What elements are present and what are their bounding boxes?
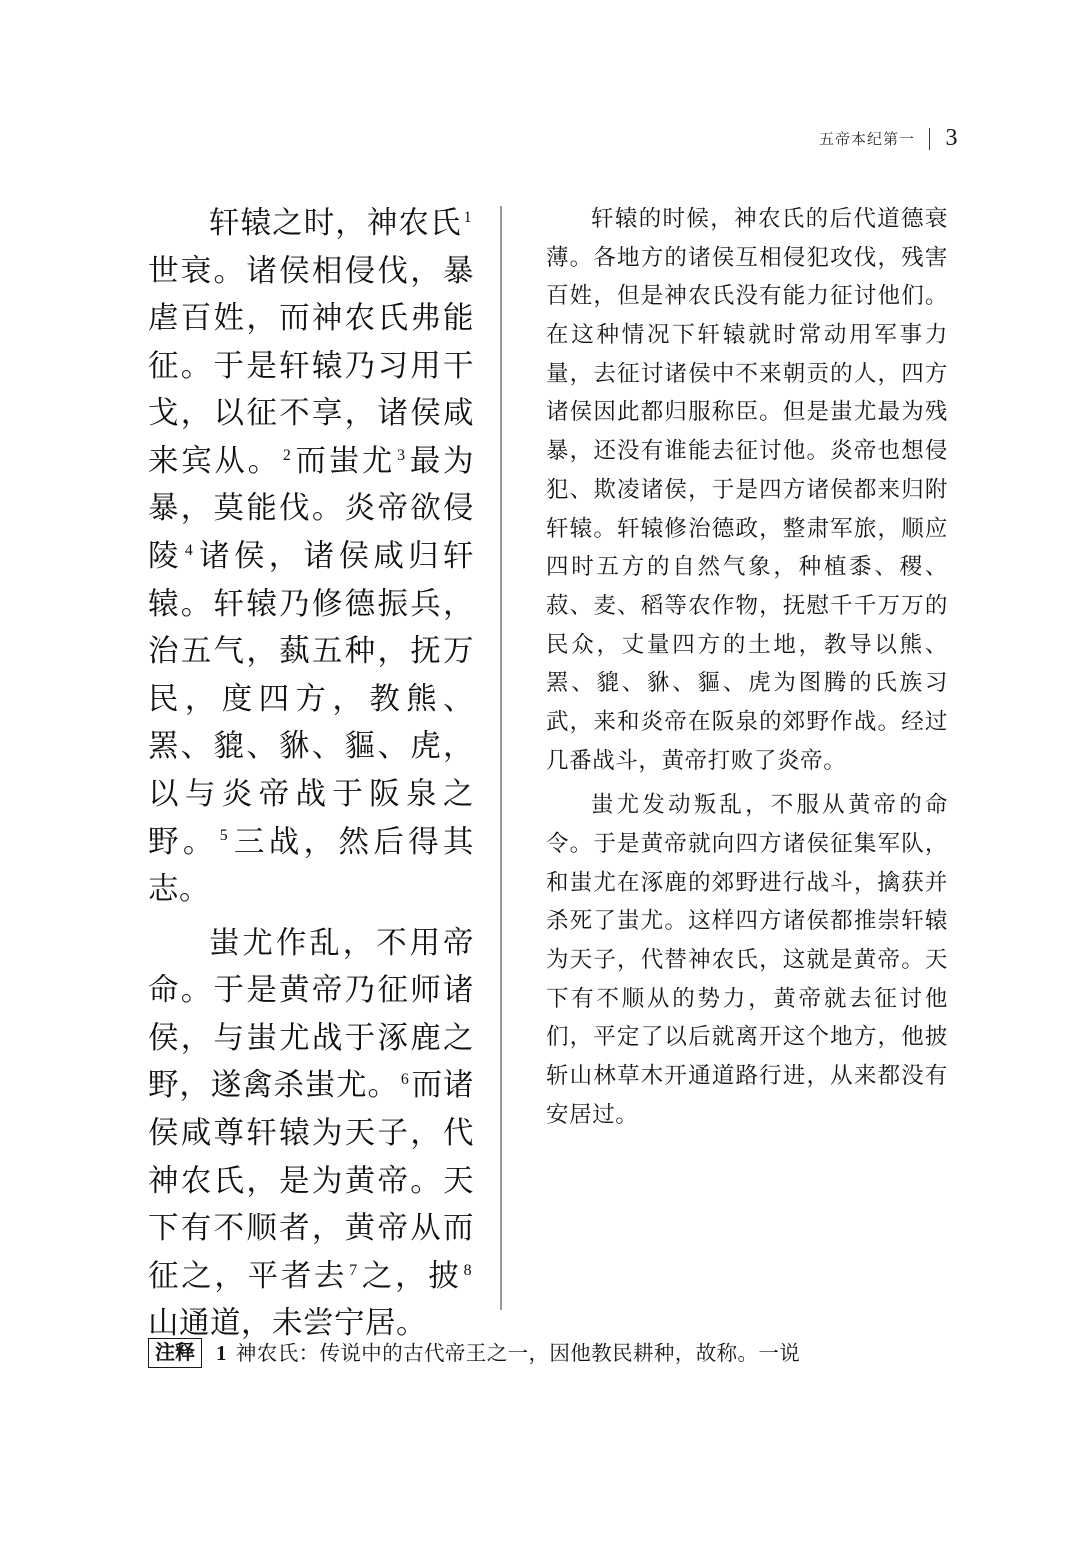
note-reference: 8: [463, 1261, 473, 1279]
header-divider: [929, 128, 930, 150]
footnotes-block: [148, 1338, 948, 1370]
translation-paragraph: 轩辕的时候，神农氏的后代道德衰薄。各地方的诸侯互相侵犯攻伐，残害百姓，但是神农氏没有能力征讨他们。在这种情况下轩辕就时常动用军事力量，去征讨诸侯中不来朝贡的人，四方诸侯因此都归服称臣。但是蚩尤最为残暴，还没有谁能去征讨他。炎帝也想侵犯、欺凌诸侯，于是四方诸侯都来归附轩辕。轩辕修治德政，整肃军旅，顺应四时五方的自然气象，种植黍、稷、菽、麦、稻等农作物，抚慰千千万万的民众，丈量四方的土地，教导以熊、罴、貔、貅、貙、虎为图腾的氏族习武，来和炎帝在阪泉的郊野作战。经过几番战斗，黄帝打败了炎帝。: [546, 206, 948, 774]
note-reference: 2: [282, 446, 292, 464]
note-reference: 3: [397, 446, 406, 464]
note-reference: 7: [349, 1261, 358, 1279]
note-number: 1: [216, 1341, 227, 1365]
note-reference: 5: [219, 827, 229, 845]
chapter-title: 五帝本纪第一: [818, 130, 915, 148]
source-text-column: [148, 200, 500, 1354]
page-body: [148, 200, 948, 1342]
notes-label: 注释: [148, 1338, 202, 1368]
source-paragraph: 轩辕之时，神农氏 $^1$世衰。诸侯相侵伐，暴虐百姓，而神农氏弗能征。于是轩辕乃习用干戈，以征不享，诸侯咸来宾从。 $^2$而蚩尤 $^3$最为暴，莫能伐。炎帝欲侵陵 $^4$诸侯，诸侯咸归轩辕。轩辕乃修德振兵，治五气，蓺五种，抚万民，度四方，教熊、罴、貔、貅、貙、虎，以与炎帝战于阪泉之野。 $^5$三战，然后得其志。: [148, 206, 475, 908]
page-number: 3: [945, 125, 959, 151]
note-reference: 4: [184, 541, 194, 559]
translation-paragraph: 蚩尤发动叛乱，不服从黄帝的命令。于是黄帝就向四方诸侯征集军队，和蚩尤在涿鹿的郊野进行战斗，擒获并杀死了蚩尤。这样四方诸侯都推崇轩辕为天子，代替神农氏，这就是黄帝。天下有不顺从的势力，黄帝就去征讨他们，平定了以后就离开这个地方，他披斩山林草木开通道路行进，从来都没有安居过。: [546, 792, 948, 1128]
note-reference: 6: [400, 1071, 410, 1089]
running-head: [819, 125, 960, 152]
note-entry: [216, 1338, 948, 1370]
translation-column: [502, 200, 948, 1141]
source-paragraph: 蚩尤作乱，不用帝命。于是黄帝乃征师诸侯，与蚩尤战于涿鹿之野，遂禽杀蚩尤。 $^6$而诸侯咸尊轩辕为天子，代神农氏，是为黄帝。天下有不顺者，黄帝从而征之，平者去 $^7$之，披 $^8$山通道，未尝宁居。: [148, 925, 475, 1342]
note-reference: 1: [463, 208, 472, 226]
note-text: 神农氏：传说中的古代帝王之一，因他教民耕种，故称。一说: [235, 1341, 801, 1365]
